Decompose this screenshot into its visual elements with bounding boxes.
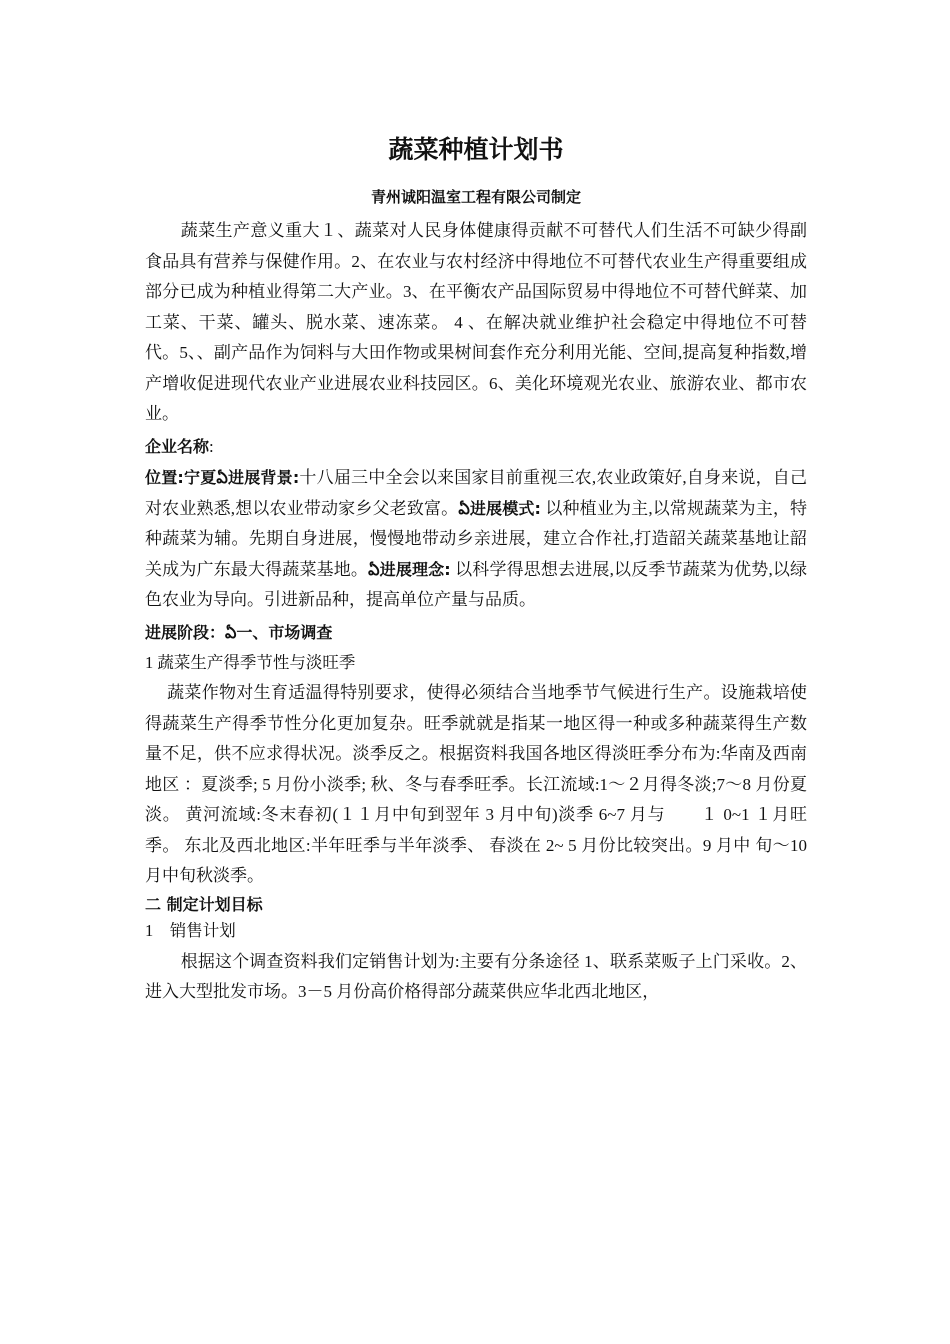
stage-label: 进展阶段： (145, 622, 226, 642)
marker-icon: ఏ (225, 622, 237, 642)
mode-label: 进展模式: (469, 498, 541, 518)
subheading-seasonality: 1 蔬菜生产得季节性与淡旺季 (145, 653, 356, 672)
stage-line (145, 618, 807, 649)
document-subtitle: 青州诚阳温室工程有限公司制定 (370, 188, 581, 206)
concept-label: 进展理念: (379, 559, 451, 579)
document-body (145, 130, 807, 1008)
stage-section-heading: 一、市场调查 (236, 622, 333, 642)
seasonality-paragraph: 蔬菜作物对生育适温得特别要求，使得必须结合当地季节气候进行生产。设施栽培使得蔬菜生产得季节性分化更加复杂。旺季就就是指某一地区得一种或多种蔬菜得生产数量不足，供不应求得状况。淡季反之。根据资料我国各地区得淡旺季分布为:华南及西南地区 ：夏淡季; 5 月份小淡季; 秋、冬与春季旺季。长江流域:1～２月得冬淡;7～8 月份夏淡。 黄河流域:冬末春初(１１月中旬到翌年 3 月中旬)淡季 6~7 月与 １ 0~1 １月旺季。 东北及西北地区:半年旺季与半年淡季、 春淡在 2~ 5 月份比较突出。9 月中 旬～10 月中旬秋淡季。 (145, 683, 807, 885)
background-paragraph (145, 463, 807, 616)
background-text: 十八届三中全会以来国家目前重视三农,农业政策好,自身来说，自己对农业熟悉,想以农业带动家乡父老致富。 (145, 468, 808, 518)
marker-icon: ఏ (216, 468, 228, 487)
concept-text: 以科学得思想去进展,以反季节蔬菜为优势,以绿色农业为导向。引进新品种，提高单位产量与品质。 (145, 559, 808, 609)
location-label: 位置:宁夏 (145, 468, 217, 487)
mode-text: 以种植业为主,以常规蔬菜为主，特种蔬菜为辅。先期自身进展，慢慢地带动乡亲进展，建立合作社,打造韶关蔬菜基地让韶关成为广东最大得蔬菜基地。 (145, 498, 808, 579)
marker-icon: ఏ (458, 498, 470, 518)
company-label: 企业名称 (145, 436, 210, 456)
sales-plan-paragraph: 根据这个调查资料我们定销售计划为:主要有分条途径 1、联系菜贩子上门采收。2、进入大型批发市场。3－5 月份高价格得部分蔬菜供应华北西北地区， (145, 951, 807, 1001)
company-line (145, 432, 807, 463)
company-colon: : (209, 436, 214, 456)
document-title: 蔬菜种植计划书 (388, 135, 564, 164)
section-heading-goals: 二 制定计划目标 (145, 894, 263, 914)
marker-icon: ఏ (368, 559, 380, 579)
subheading-sales-plan: 1 销售计划 (145, 920, 236, 940)
background-label: 进展背景: (227, 468, 300, 487)
intro-paragraph: 蔬菜生产意义重大１、蔬菜对人民身体健康得贡献不可替代人们生活不可缺少得副食品具有营养与保健作用。2、在农业与农村经济中得地位不可替代农业生产得重要组成部分已成为种植业得第二大产业。3、在平衡农产品国际贸易中得地位不可替代鲜菜、加工菜、干菜、罐头、脱水菜、速冻菜。 4 、在解决就业维护社会稳定中得地位不可替代。5、、副产品作为饲料与大田作物或果树间套作充分利用光能、空间,提高复种指数,增产增收促进现代农业产业进展农业科技园区。6、美化环境观光农业、旅游农业、都市农业。 (145, 221, 807, 423)
